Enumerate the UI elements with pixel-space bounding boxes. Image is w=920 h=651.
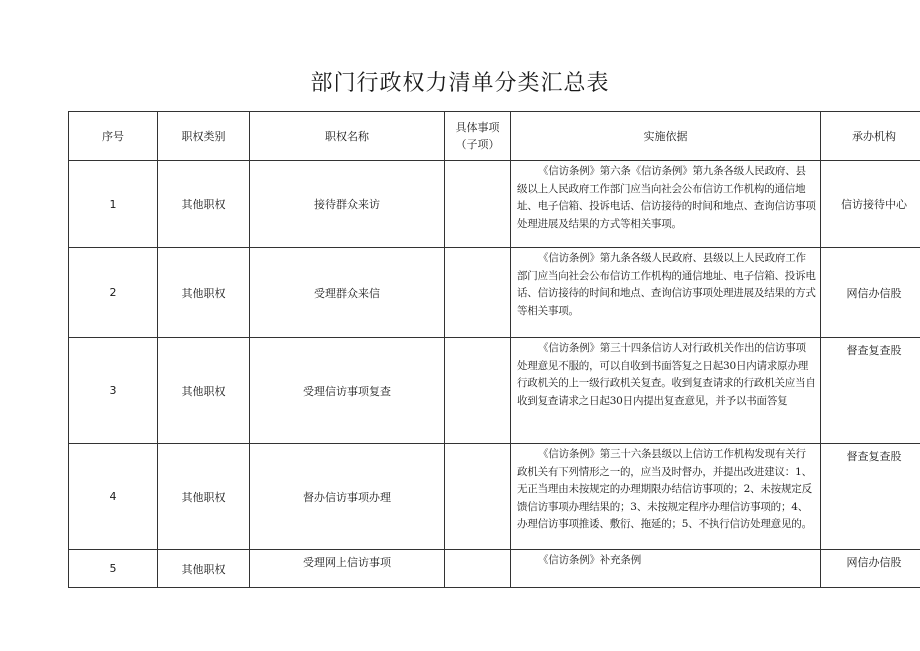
table-row [69,550,920,588]
cell-item [445,444,511,550]
cell-agency: 督查复查股 [821,338,920,444]
cell-basis: 《信访条例》第六条《信访条例》第九条各级人民政府、县级以上人民政府工作部门应当向社会公布信访工作机构的通信地址、电子信箱、投诉电话、信访接待的时间和地点、查询信访事项处理进展及结果的方式等相关事项。 [511,161,821,248]
cell-name: 接待群众来访 [250,161,445,248]
table-row [69,161,920,248]
cell-name: 受理信访事项复查 [250,338,445,444]
cell-basis: 《信访条例》第三十四条信访人对行政机关作出的信访事项处理意见不服的，可以自收到书面答复之日起30日内请求原办理行政机关的上一级行政机关复查。收到复查请求的行政机关应当自收到复查请求之日起30日内提出复查意见，并予以书面答复 [511,338,821,444]
cell-category: 其他职权 [158,550,250,588]
header-item [445,112,511,161]
cell-agency: 网信办信股 [821,248,920,338]
cell-seq: 2 [69,248,158,338]
cell-seq: 4 [69,444,158,550]
cell-agency: 督查复查股 [821,444,920,550]
header-row [69,112,920,161]
cell-seq: 5 [69,550,158,588]
cell-agency: 网信办信股 [821,550,920,588]
cell-name: 督办信访事项办理 [250,444,445,550]
table-row [69,338,920,444]
header-item-line1: 具体事项 [455,121,500,134]
header-agency: 承办机构 [821,112,920,161]
header-basis: 实施依据 [511,112,821,161]
table-row [69,248,920,338]
cell-seq: 1 [69,161,158,248]
cell-name: 受理群众来信 [250,248,445,338]
cell-category: 其他职权 [158,161,250,248]
page-title: 部门行政权力清单分类汇总表 [310,71,610,96]
cell-category: 其他职权 [158,444,250,550]
cell-basis: 《信访条例》第九条各级人民政府、县级以上人民政府工作部门应当向社会公布信访工作机构的通信地址、电子信箱、投诉电话、信访接待的时间和地点、查询信访事项处理进展及结果的方式等相关事项。 [511,248,821,338]
cell-category: 其他职权 [158,248,250,338]
cell-basis: 《信访条例》第三十六条县级以上信访工作机构发现有关行政机关有下列情形之一的，应当及时督办，并提出改进建议：1、无正当理由未按规定的办理期限办结信访事项的；2、未按规定反馈信访事项办理结果的；3、未按规定程序办理信访事项的；4、办理信访事项推诿、敷衍、拖延的；5、不执行信访处理意见的。 [511,444,821,550]
cell-item [445,161,511,248]
cell-item [445,338,511,444]
cell-basis: 《信访条例》补充条例 [511,550,821,588]
header-category: 职权类别 [158,112,250,161]
cell-seq: 3 [69,338,158,444]
cell-category: 其他职权 [158,338,250,444]
cell-item [445,550,511,588]
table-row [69,444,920,550]
cell-agency: 信访接待中心 [821,161,920,248]
header-seq: 序号 [69,112,158,161]
cell-item [445,248,511,338]
cell-name: 受理网上信访事项 [250,550,445,588]
header-name: 职权名称 [250,112,445,161]
header-item-line2: （子项） [455,138,500,151]
power-list-table [68,111,920,588]
